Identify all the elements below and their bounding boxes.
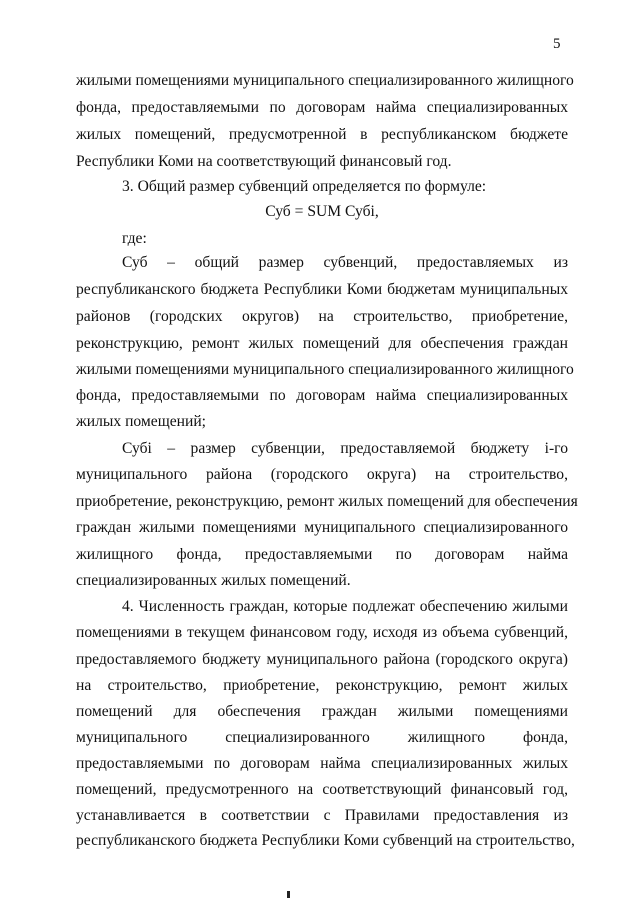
text-line: жилищного фонда, предоставляемыми по договорам найма bbox=[76, 546, 568, 563]
text-line: приобретение, реконструкцию, ремонт жилых помещений для обеспечения bbox=[76, 493, 578, 510]
text-line: граждан жилыми помещениями муниципального специализированного bbox=[76, 519, 568, 536]
text-line: предоставляемыми по договорам найма специализированных жилых bbox=[76, 755, 568, 772]
text-line: предоставляемого бюджету муниципального района (городского округа) bbox=[76, 651, 568, 668]
page-number: 5 bbox=[553, 36, 561, 52]
text-line: жилыми помещениями муниципального специализированного жилищного bbox=[76, 361, 574, 378]
text-line: помещений для обеспечения граждан жилыми помещениями bbox=[76, 703, 568, 720]
text-line: помещений, предусмотренного на соответствующий финансовый год, bbox=[76, 781, 568, 798]
text-line: муниципального специализированного жилищного фонда, bbox=[76, 729, 568, 746]
text-line: Субi – размер субвенции, предоставляемой бюджету i-го bbox=[122, 440, 568, 457]
text-line: жилыми помещениями муниципального специализированного жилищного bbox=[76, 72, 574, 89]
text-line: жилых помещений; bbox=[76, 413, 207, 430]
text-line: реконструкцию, ремонт жилых помещений для обеспечения граждан bbox=[76, 335, 568, 352]
text-line: где: bbox=[122, 230, 147, 247]
text-line: Республики Коми на соответствующий финансовый год. bbox=[76, 153, 452, 170]
scan-mark bbox=[287, 891, 290, 898]
text-line: республиканского бюджета Республики Коми субвенций на строительство, bbox=[76, 832, 575, 849]
text-line: Суб – общий размер субвенций, предоставляемых из bbox=[122, 254, 568, 271]
text-line: фонда, предоставляемыми по договорам найма специализированных bbox=[76, 387, 568, 404]
text-line: на строительство, приобретение, реконструкцию, ремонт жилых bbox=[76, 677, 568, 694]
text-line: специализированных жилых помещений. bbox=[76, 572, 351, 589]
text-line: республиканского бюджета Республики Коми бюджетам муниципальных bbox=[76, 281, 568, 298]
text-line: 4. Численность граждан, которые подлежат обеспечению жилыми bbox=[122, 598, 568, 615]
text-line: помещениями в текущем финансовом году, исходя из объема субвенций, bbox=[76, 624, 568, 641]
text-line: жилых помещений, предусмотренной в республиканском бюджете bbox=[76, 126, 568, 143]
text-line: 3. Общий размер субвенций определяется по формуле: bbox=[122, 178, 487, 195]
text-line: районов (городских округов) на строительство, приобретение, bbox=[76, 308, 568, 325]
text-line: Суб = SUM Субi, bbox=[265, 203, 379, 220]
text-line: фонда, предоставляемыми по договорам найма специализированных bbox=[76, 99, 568, 116]
text-line: муниципального района (городского округа) на строительство, bbox=[76, 466, 568, 483]
text-line: устанавливается в соответствии с Правилами предоставления из bbox=[76, 807, 568, 824]
